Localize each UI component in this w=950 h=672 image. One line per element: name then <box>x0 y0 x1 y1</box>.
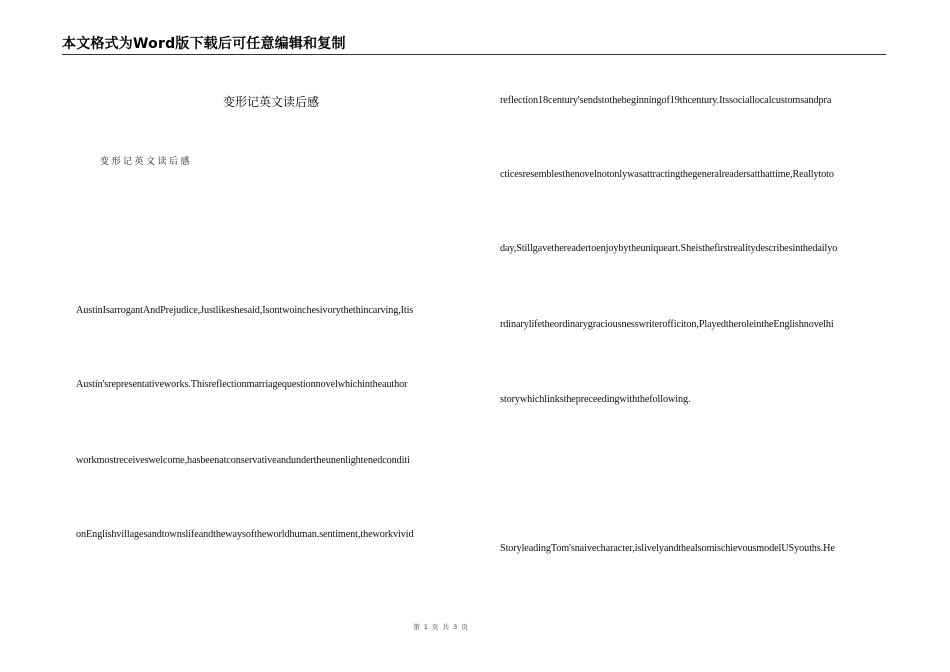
right-column-line: reflection18century'sendstothebeginningof19thcentury.Itssociallocalcustomsandpra <box>500 95 832 106</box>
right-column-line: rdinarylifetheordinarygraciousnesswriterofficiton,PlayedtheroleintheEnglishnovelhi <box>500 319 834 330</box>
left-column-line: AustinIsarrogantAndPrejudice,Justlikeshesaid,Isontwoinchesivorythethincarving,Itis <box>76 305 414 316</box>
header-divider <box>62 54 886 55</box>
document-subtitle: 变形记英文读后感 <box>100 157 193 167</box>
left-column-line: onEnglishvillagesandtownslifeandthewaysoftheworldhuman.sentiment,theworkvivid <box>76 529 414 540</box>
document-header: 本文格式为Word版下载后可任意编辑和复制 <box>62 36 346 52</box>
right-column-line: storywhichlinksthepreceedingwiththefollowing. <box>500 394 691 405</box>
right-column-line: cticesresemblesthenovelnotonlywasattractingthegeneralreadersatthattime,Reallytoto <box>500 169 834 180</box>
left-column-line: workmostreceiveswelcome,hasbeenatconservativeandundertheunenlightenedconditi <box>76 455 410 466</box>
page-number-footer: 第 1 页 共 3 页 <box>413 623 469 631</box>
left-column-line: Austin'srepresentativeworks.Thisreflectionmarriagequestionnovelwhichintheauthor <box>76 379 408 390</box>
document-title: 变形记英文读后感 <box>222 95 319 109</box>
right-column-line: StoryleadingTom'snaivecharacter,islivelyandthealsomischievousmodelUSyouths.He <box>500 543 835 554</box>
right-column-line: day,Stillgavethereadertoenjoybytheuniqueart.Sheisthefirstrealitydescribesinthedailyo <box>500 243 838 254</box>
